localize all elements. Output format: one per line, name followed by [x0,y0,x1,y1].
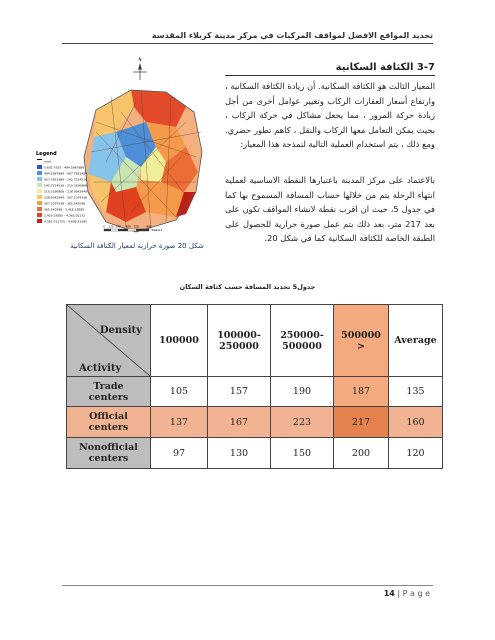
legend-swatch [37,207,42,211]
north-arrow-icon [133,63,147,80]
legend-label: 365.542098 - 1,416.18585 [44,207,85,212]
paragraph-2: بالاعتماد على مركز المدينة باعتبارها النقطة الاساسية لعملية انتهاء الرحلة يتم من خلالها حساب المسافة المسموح بها كما في جدول 5، حيث ان اقرب نقطة لانشاء المواقف تكون على بعد 217 متر، بعد ذلك يتم عمل صورة حرارية للحصول على الطبقة الخاصة للكثافة السكانية كما في شكل 20. [225,175,435,244]
section-title: 3-7 الكثافة السكانية [335,62,435,73]
heat-map-body [84,90,202,232]
column-header: 100000- 250000 [208,305,271,377]
legend-label: 142.7214516 - 210.3190868 [44,183,88,188]
scale-tick-label: 120 [108,224,114,229]
scale-tick-label: 480 [125,224,131,229]
column-header: 500000 > [334,305,389,377]
heat-map-figure [36,57,206,238]
legend-label: 238.9342949 - 307.1074338 [44,195,88,200]
table-cell: 97 [151,438,208,469]
table-cell: 167 [208,407,271,438]
legend-swatch [37,195,42,199]
page-footer [384,589,430,598]
table-cell: 190 [271,377,334,407]
legend-swatch [37,183,42,187]
figure-caption: شكل 20 صورة حرارية لمعيار الكثافة السكانية [70,242,204,250]
table-row [67,438,443,469]
legend-label: road [44,159,51,164]
scale-tick-label: 720 [133,224,139,229]
page-header: تحديد المواقع الافضل لمواقف المركبات في مركز مدينة كربلاء المقدسة [151,31,433,40]
row-header: Nonofficial centers [67,438,151,469]
section-divider [225,75,435,76]
column-header: Average [389,305,443,377]
header-divider [62,43,433,44]
legend-swatch [37,171,42,175]
row-header: Official centers [67,407,151,438]
table-row [67,407,443,438]
legend-swatch [37,213,42,217]
legend-swatch [37,177,42,181]
legend-swatch [37,189,42,193]
table-row [67,377,443,407]
row-header: Trade centers [67,377,151,407]
svg-text:N: N [138,57,142,62]
legend-label: 0.692 7925 - 484.5987889 [44,165,85,170]
corner-density-label: Density [99,325,142,336]
legend-swatch [37,165,42,169]
scale-tick-label: 240 [115,224,121,229]
table-cell: 160 [389,407,443,438]
table-cell: 187 [334,377,389,407]
table-cell: 223 [271,407,334,438]
svg-text:Meters: Meters [152,228,163,232]
table-cell: 120 [389,438,443,469]
legend-swatch [37,219,42,223]
legend-label: 957.7651489 - 142.7214516 [44,177,88,182]
legend-swatch [37,201,42,205]
legend-label: 210.3190868 - 238.9342949 [44,189,88,194]
column-header: 250000- 500000 [271,305,334,377]
legend-swatch [37,159,42,160]
table-cell: 105 [151,377,208,407]
paragraph-1: المعيار الثالث هو الكثافة السكانية. أن زيادة الكثافة السكانية ، وارتفاع أسعار العقارات الركاب وتغيير عوامل أخرى من أجل زيادة حركة المرور ، مما يجعل مشاكل في حركة الركاب ، بحيث يمكن التعامل معها الركاب والنقل ، كاهم تطور حضري. ومع ذلك ، يتم استخدام العملية التالية لنمذجة هذا المعيار: [225,81,435,150]
legend-label: 4,362.011725 - 4,608.51585 [44,219,88,224]
legend-label: 1,416.18585 - 4,362.01172 [44,213,86,218]
table-cell: 157 [208,377,271,407]
distance-table [66,304,443,469]
page-label: | P a g e [394,589,430,598]
legend-label: 307.1074338 - 365.542098 [44,201,86,206]
table-cell: 137 [151,407,208,438]
scale-tick-label: 0 [103,224,105,229]
table-cell: 130 [208,438,271,469]
map-legend [36,151,87,224]
column-header: 100000 [151,305,208,377]
page-number: 14 [383,589,395,598]
legend-label: 484.5987889 - 957.7651489 [44,171,88,176]
corner-activity-label: Activity [79,363,122,374]
table-corner-cell [67,305,151,377]
footer-divider [62,585,433,586]
table-cell: 150 [271,438,334,469]
table-cell: 135 [389,377,443,407]
scale-tick-label: 960 [146,224,152,229]
table-cell: 200 [334,438,389,469]
legend-title: Legend [36,151,57,157]
table-caption: جدول5 تحديد المسافة حسب كثافة السكان [179,283,316,291]
table-cell: 217 [334,407,389,438]
